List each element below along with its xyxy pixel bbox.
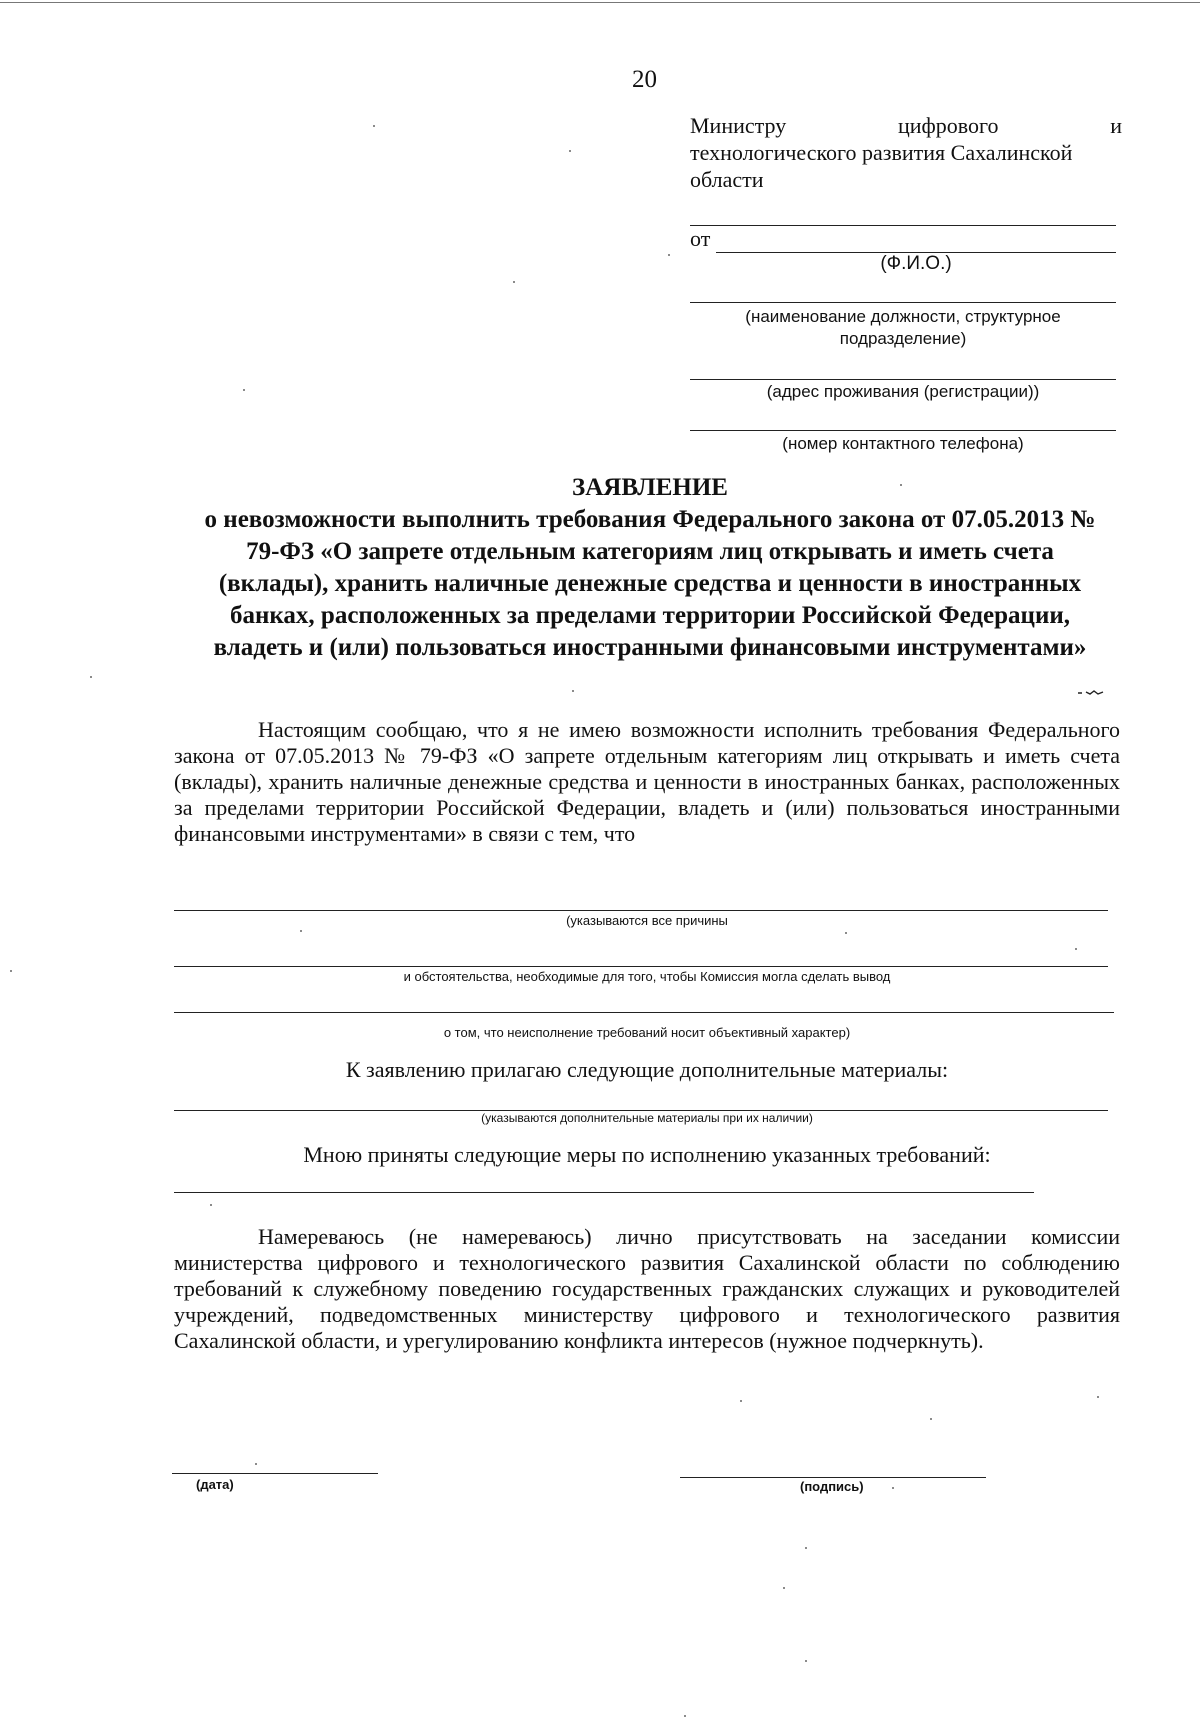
date-label: (дата) [196, 1477, 234, 1492]
scan-speck [805, 1547, 807, 1549]
scan-speck [255, 1463, 257, 1465]
addressee-word: и [1110, 113, 1123, 138]
reasons-input-line-2[interactable] [174, 966, 1108, 967]
phone-label: (номер контактного телефона) [782, 434, 1024, 453]
scan-speck [930, 1418, 932, 1420]
addressee-line-3: области [690, 167, 764, 192]
document-title: ЗАЯВЛЕНИЕ [572, 474, 728, 501]
measures-input-line[interactable] [174, 1192, 1034, 1193]
scan-speck [210, 1204, 212, 1206]
top-border-line [0, 2, 1200, 3]
blank-line [690, 225, 1116, 226]
subtitle-line: 79-ФЗ «О запрете отдельным категориям лиц открывать и иметь счета [246, 538, 1054, 565]
measures-text: Мною приняты следующие меры по исполнению указанных требований: [303, 1142, 991, 1167]
address-label: (адрес проживания (регистрации)) [766, 382, 1040, 401]
reasons-caption-3: о том, что неисполнение требований носит объективный характер) [443, 1025, 851, 1040]
scan-speck [684, 1715, 686, 1717]
addressee-word: Министру [690, 113, 787, 138]
phone-input-line[interactable] [690, 430, 1116, 431]
signature-label: (подпись) [800, 1479, 864, 1494]
scan-speck [783, 1587, 785, 1589]
scan-speck [373, 125, 375, 127]
position-label-line-2: подразделение) [839, 329, 967, 348]
scan-speck [90, 676, 92, 678]
scan-speck [300, 930, 302, 932]
date-input-line[interactable] [172, 1473, 378, 1474]
subtitle-line: (вклады), хранить наличные денежные средства и ценности в иностранных [218, 570, 1082, 597]
statement-paragraph [174, 717, 1120, 847]
scan-speck [668, 254, 670, 256]
scan-speck [569, 150, 571, 152]
position-label-line-1: (наименование должности, структурное [745, 307, 1061, 326]
addressee-block [690, 112, 1122, 193]
attendance-paragraph [174, 1224, 1120, 1354]
address-input-line[interactable] [690, 379, 1116, 380]
scan-speck [845, 932, 847, 934]
position-input-line[interactable] [690, 302, 1116, 303]
scan-speck [900, 484, 902, 486]
attachments-caption: (указываются дополнительные материалы при их наличии) [481, 1111, 813, 1125]
subtitle-line: банках, расположенных за пределами территории Российской Федерации, [229, 602, 1071, 629]
fio-label: (Ф.И.О.) [880, 253, 952, 274]
reasons-input-line-3[interactable] [174, 1012, 1114, 1013]
addressee-line-1 [690, 112, 1122, 139]
scan-speck [243, 389, 245, 391]
scan-mark [1078, 690, 1104, 695]
document-subtitle [170, 504, 1130, 664]
scan-speck [805, 1660, 807, 1662]
position-label [690, 306, 1116, 350]
reasons-input-line-1[interactable] [174, 910, 1108, 911]
statement-text: Настоящим сообщаю, что я не имею возможности исполнить требования Федерального закона от 07.05.2013 № 79-ФЗ «О запрете отдельным категориям лиц открывать и иметь счета (вклады), хранить наличные денежные средства и ценности в иностранных банках, расположенных за пределами территории Российской Федерации, владеть и (или) пользоваться иностранными финансовыми инструментами» в связи с тем, что [174, 717, 1120, 846]
scan-speck [892, 1487, 894, 1489]
scan-speck [1097, 1396, 1099, 1398]
addressee-line-2: технологического развития Сахалинской [690, 140, 1073, 165]
page-number: 20 [632, 66, 657, 93]
addressee-word: цифрового [897, 113, 999, 138]
reasons-caption-1: (указываются все причины [566, 913, 728, 928]
reasons-caption-2: и обстоятельства, необходимые для того, чтобы Комиссия могла сделать вывод [403, 969, 891, 984]
signature-input-line[interactable] [680, 1477, 986, 1478]
attachments-text: К заявлению прилагаю следующие дополнительные материалы: [345, 1057, 949, 1082]
subtitle-line: владеть и (или) пользоваться иностранными финансовыми инструментами» [213, 634, 1087, 661]
scan-speck [740, 1400, 742, 1402]
scan-speck [1075, 948, 1077, 950]
scan-speck [10, 970, 12, 972]
subtitle-line: о невозможности выполнить требования Федерального закона от 07.05.2013 № [204, 506, 1096, 533]
attendance-text: Намереваюсь (не намереваюсь) лично присутствовать на заседании комиссии министерства цифрового и технологического развития Сахалинской области по соблюдению требований к служебному поведению государственных гражданских служащих и руководителей учреждений, подведомственных министерству цифрового и технологического развития Сахалинской области, и урегулированию конфликта интересов (нужное подчеркнуть). [174, 1224, 1120, 1353]
scan-speck [513, 281, 515, 283]
from-label: от [690, 226, 711, 251]
scan-speck [572, 690, 574, 692]
